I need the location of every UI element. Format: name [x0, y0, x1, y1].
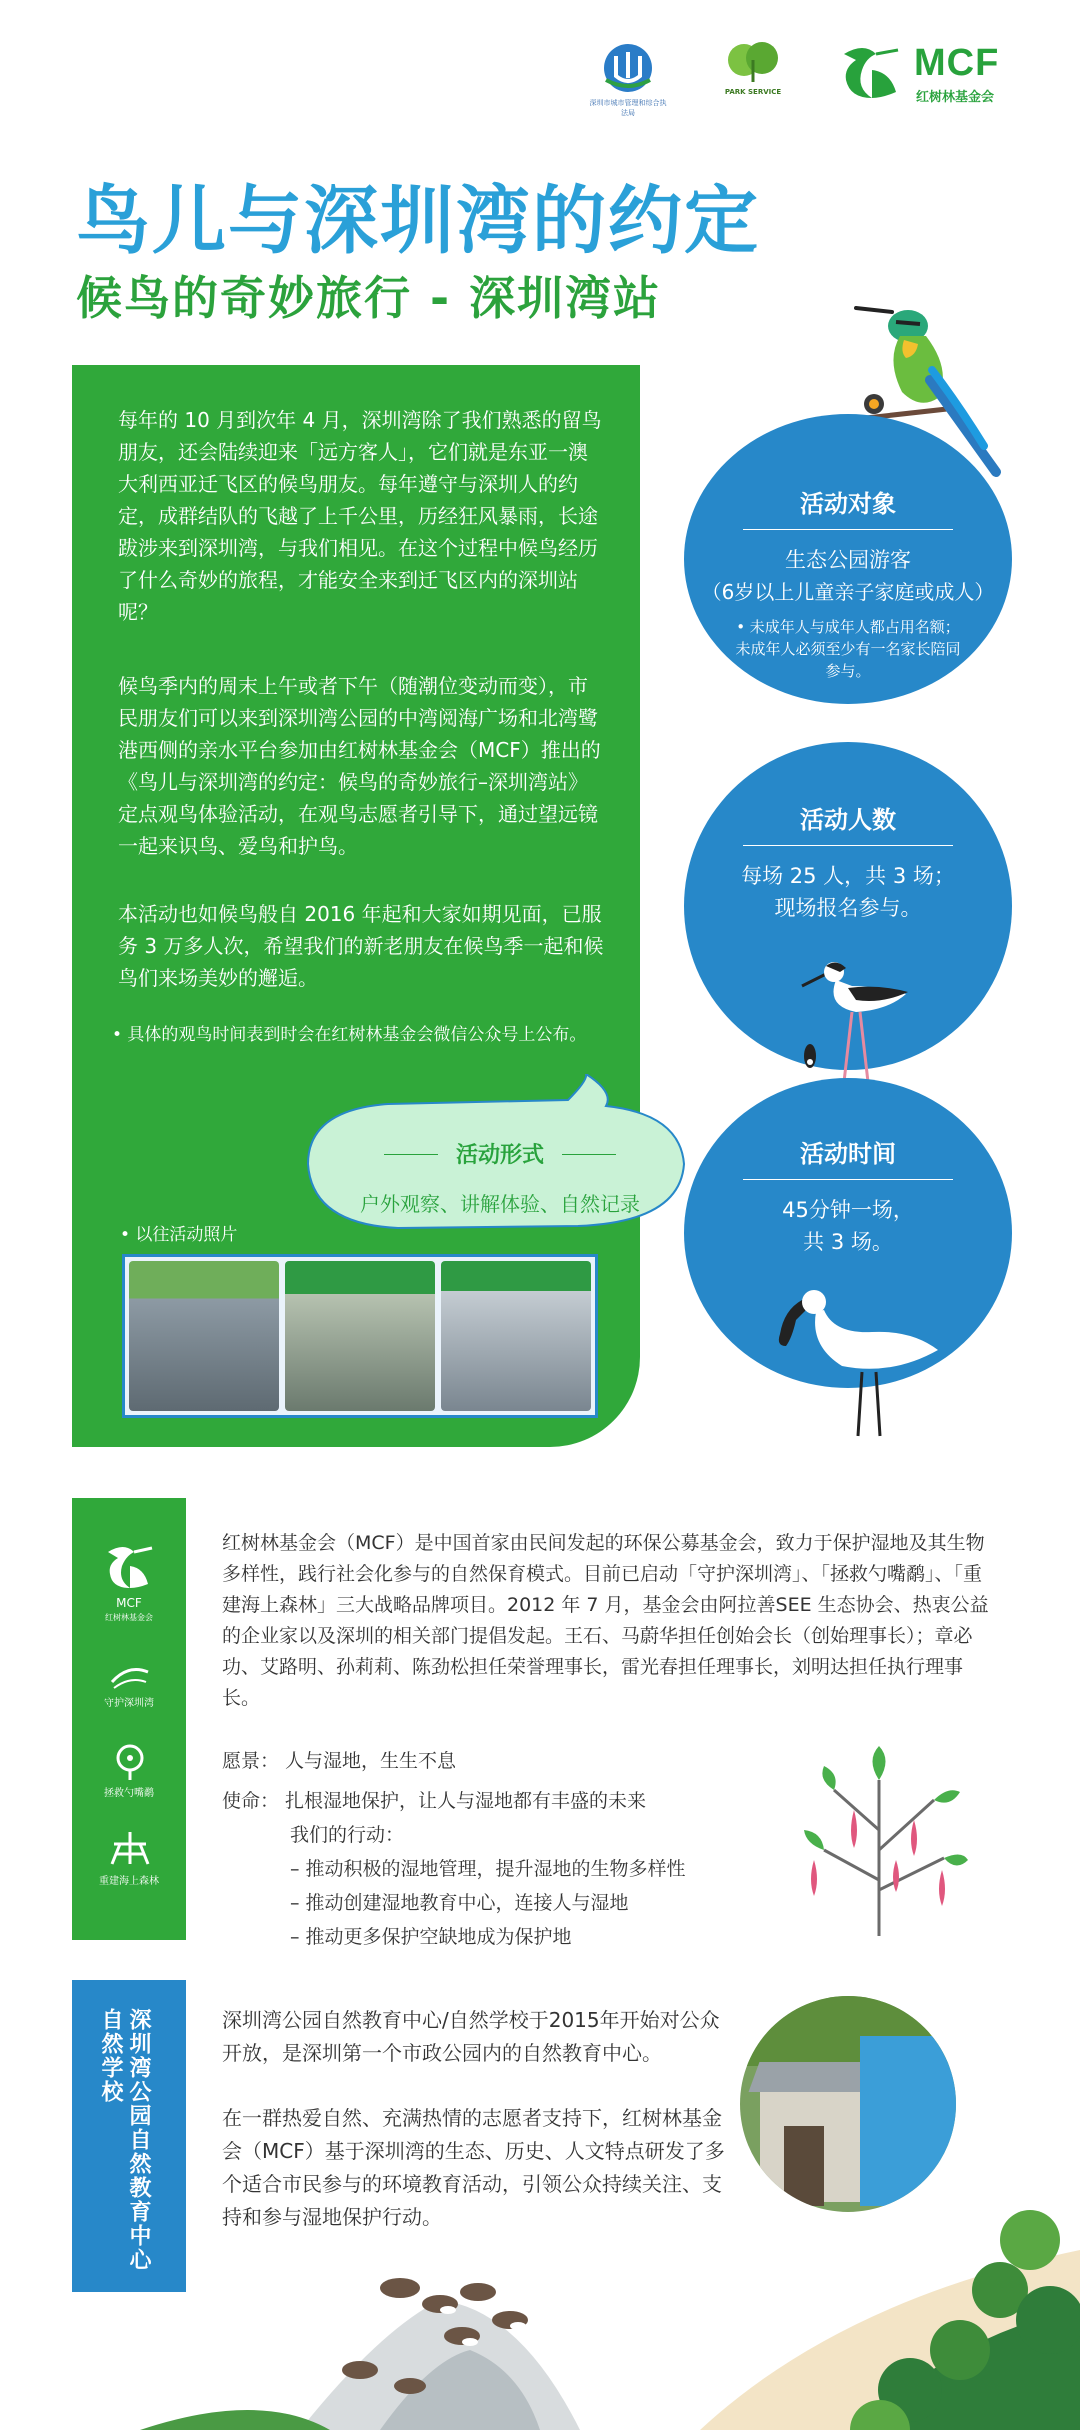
target-note: • 未成年人与成年人都占用名额；未成年人必须至少有一名家长陪同参与。	[735, 618, 961, 680]
mcf-subtitle: 红树林基金会	[916, 90, 995, 105]
intro-paragraph-3: 本活动也如候鸟般自 2016 年起和大家如期见面，已服务 3 万多人次，希望我们的新老朋友在候鸟季一起和候鸟们来场美妙的邂逅。	[118, 902, 604, 990]
target-line-2: （6岁以上儿童亲子家庭或成人）	[701, 580, 995, 604]
side-mcf-sub: 红树林基金会	[105, 1613, 153, 1622]
mcf-action-3: – 推动更多保护空缺地成为保护地	[290, 1926, 572, 1948]
mcf-description: 红树林基金会（MCF）是中国首家由民间发起的环保公募基金会，致力于保护湿地及其生物多样性，践行社会化参与的自然保育模式。目前已启动「守护深圳湾」、「拯救勺嘴鹬」、「重建海上森林」三大战略品牌项目。2012 年 7 月，基金会由阿拉善SEE 生态协会、热衷公益的企业家以及深圳的相关部门提倡发起。王石、马蔚华担任创始会长（创始理事长）；章必功、艾路明、孙莉莉、陈劲松担任荣誉理事长，雷光春担任理事长，刘明达担任执行理事长。	[222, 1532, 989, 1709]
intro-note: • 具体的观鸟时间表到时会在红树林基金会微信公众号上公布。	[112, 1025, 587, 1045]
count-line-1: 每场 25 人，共 3 场；	[741, 864, 955, 888]
spoonbill-bird-icon	[762, 1280, 962, 1440]
school-paragraph-1: 深圳湾公园自然教育中心/自然学校于2015年开始对公众开放，是深圳第一个市政公园内的自然教育中心。	[222, 2008, 720, 2065]
mcf-wordmark: MCF	[914, 42, 1000, 84]
photo-strip	[122, 1254, 598, 1418]
bubble-rule-left	[384, 1154, 438, 1155]
activity-photo-1	[129, 1261, 279, 1411]
activity-form-title: 活动形式	[455, 1143, 544, 1168]
side-forest-text: 重建海上森林	[99, 1876, 159, 1887]
intro-paragraph-1: 每年的 10 月到次年 4 月，深圳湾除了我们熟悉的留鸟朋友，还会陆续迎来「远方客人」，它们就是东亚一澳大利西亚迁飞区的候鸟朋友。每年遵守与深圳人的约定，成群结队的飞越了上千公里，历经狂风暴雨，长途跋涉来到深圳湾，与我们相见。在这个过程中候鸟经历了什么奇妙的旅程，才能安全来到迁飞区内的深圳站呢？	[118, 408, 602, 624]
intro-paragraph-2: 候鸟季内的周末上午或者下午（随潮位变动而变），市民朋友们可以来到深圳湾公园的中湾阅海广场和北湾鹭港西侧的亲水平台参加由红树林基金会（MCF）推出的《鸟儿与深圳湾的约定：候鸟的奇妙旅行–深圳湾站》定点观鸟体验活动，在观鸟志愿者引导下，通过望远镜一起来识鸟、爱鸟和护鸟。	[118, 674, 601, 858]
count-line-2: 现场报名参与。	[774, 896, 922, 920]
activity-form-body: 户外观察、讲解体验、自然记录	[360, 1192, 640, 1216]
activity-photo-2	[285, 1261, 435, 1411]
mcf-egret-white-icon	[102, 1542, 156, 1592]
time-title: 活动时间	[800, 1140, 896, 1168]
mcf-action-1: – 推动积极的湿地管理，提升湿地的生物多样性	[290, 1858, 686, 1880]
mangrove-plant-icon	[784, 1740, 974, 1940]
target-line-1: 生态公园游客	[785, 548, 911, 572]
rescue-spoon-icon	[110, 1742, 150, 1782]
mcf-action-2: – 推动创建湿地教育中心，连接人与湿地	[290, 1892, 629, 1914]
logo-shenzhen-city-management	[588, 42, 668, 117]
logo-mcf	[836, 40, 1016, 110]
mcf-side-bar	[72, 1498, 186, 1940]
target-title: 活动对象	[800, 490, 896, 518]
school-vertical-subtitle: 自然学校	[98, 2008, 123, 2104]
photo-caption: • 以往活动照片	[120, 1225, 238, 1245]
circle-target-audience	[684, 414, 1012, 704]
small-figure-icon	[800, 1042, 820, 1072]
guard-bay-icon	[108, 1662, 152, 1692]
time-line-1: 45分钟一场，	[782, 1198, 914, 1222]
park-leaf-icon	[722, 40, 784, 84]
logo1-text: 深圳市城市管理和综合执法局	[589, 99, 667, 117]
school-vertical-title: 深圳湾公园自然教育中心	[126, 2008, 151, 2272]
activity-photo-3	[441, 1261, 591, 1411]
bubble-rule-right	[562, 1154, 616, 1155]
school-paragraph-2: 在一群热爱自然、充满热情的志愿者支持下，红树林基金会（MCF）基于深圳湾的生态、历史、人文特点研发了多个适合市民参与的环境教育活动，引领公众持续关注、支持和参与湿地保护行动。	[222, 2106, 725, 2229]
forest-icon	[106, 1828, 154, 1868]
page-title: 鸟儿与深圳湾的约定	[76, 178, 760, 264]
logo-park-service	[722, 40, 784, 120]
city-emblem-icon	[588, 42, 668, 94]
side-mcf-text: MCF	[116, 1596, 142, 1610]
side-guard-text: 守护深圳湾	[104, 1698, 154, 1709]
mcf-egret-icon	[836, 40, 906, 104]
logo2-text: PARK SERVICE	[724, 88, 782, 96]
time-line-2: 共 3 场。	[803, 1230, 893, 1254]
page-subtitle: 候鸟的奇妙旅行 - 深圳湾站	[76, 271, 662, 325]
count-title: 活动人数	[800, 806, 896, 834]
mcf-vision: 愿景： 人与湿地，生生不息	[222, 1750, 457, 1772]
mcf-mission: 使命： 扎根湿地保护，让人与湿地都有丰盛的未来	[222, 1790, 647, 1812]
mcf-action-title: 我们的行动：	[290, 1824, 405, 1846]
side-rescue-text: 拯救勺嘴鹬	[104, 1788, 154, 1799]
bottom-landscape-illustration	[0, 2180, 1080, 2430]
